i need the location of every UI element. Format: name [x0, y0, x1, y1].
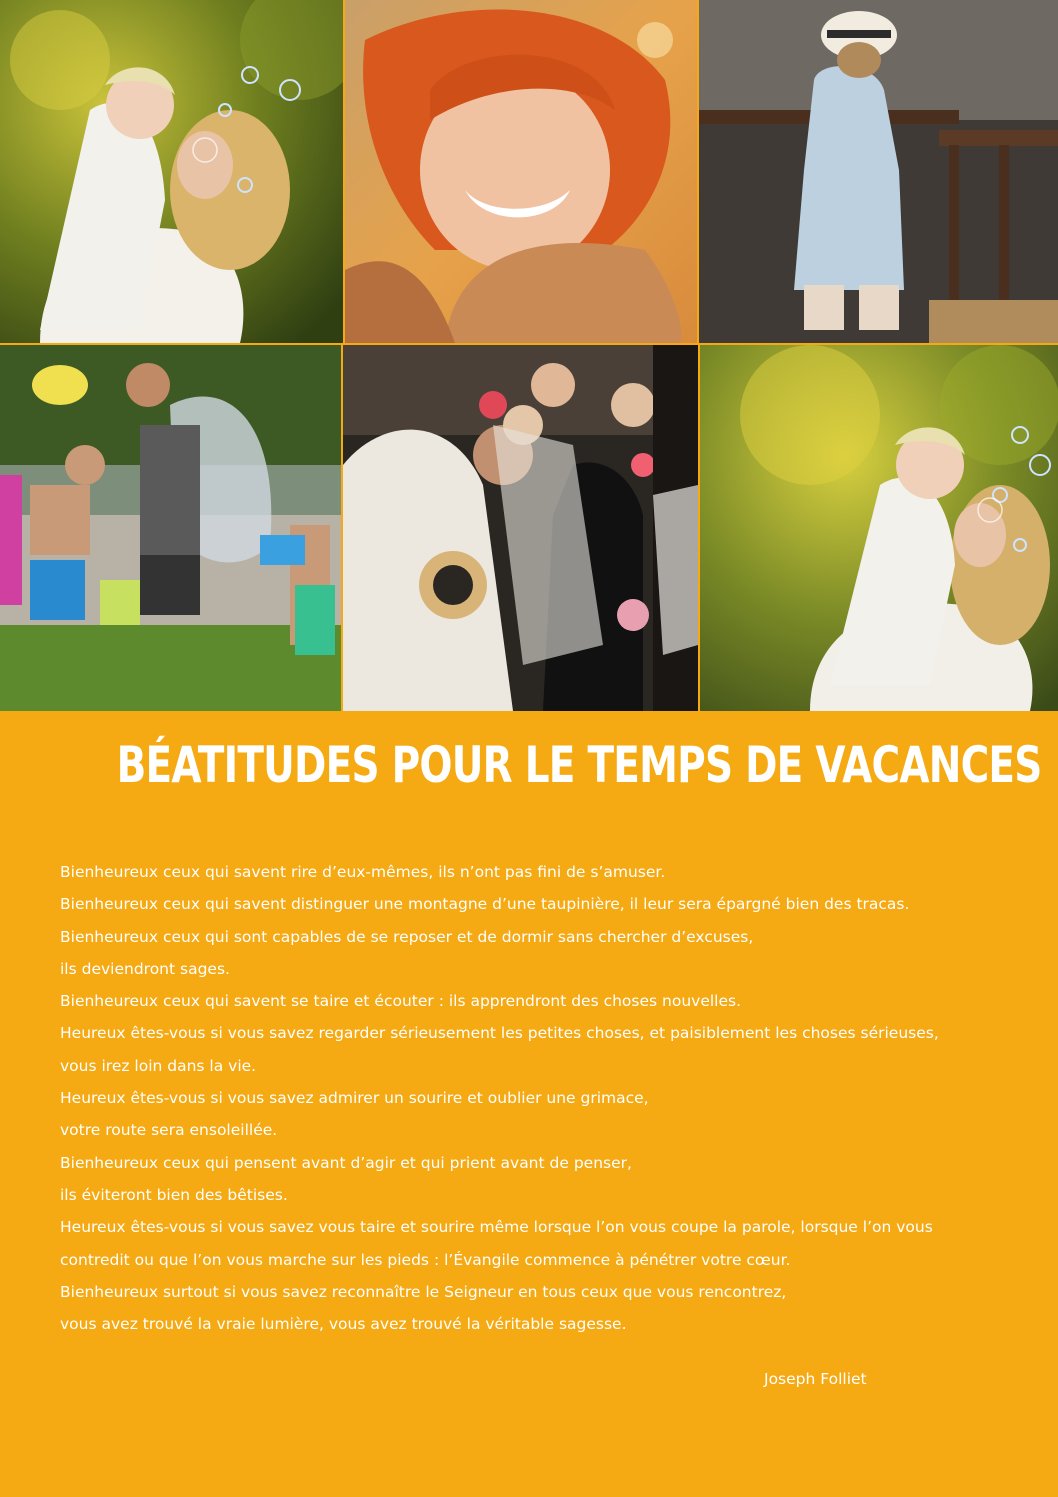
- poem-line: Bienheureux ceux qui sont capables de se reposer et de dormir sans chercher d’excuses,: [60, 927, 754, 946]
- poem-line: ils éviteront bien des bêtises.: [60, 1185, 288, 1204]
- mother-lifting-toddler-photo: [0, 0, 343, 343]
- smiling-red-haired-girl-photo: [345, 0, 697, 343]
- poem-line: vous irez loin dans la vie.: [60, 1056, 257, 1075]
- poem-line: Bienheureux ceux qui savent rire d’eux-mêmes, ils n’ont pas fini de s’amuser.: [60, 863, 666, 881]
- poem-line: vous avez trouvé la vraie lumière, vous avez trouvé la véritable sagesse.: [60, 1315, 627, 1334]
- poem-line: Bienheureux surtout si vous savez reconnaître le Seigneur en tous ceux que vous rencontrez,: [60, 1282, 787, 1301]
- photo-grid: [0, 0, 1058, 711]
- poem-line: Bienheureux ceux qui savent distinguer une montagne d’une taupinière, il leur sera épargné bien des tracas.: [60, 895, 910, 914]
- page-title: BÉATITUDES POUR LE TEMPS DE VACANCES: [116, 736, 1042, 794]
- priest-blessing-crowd-photo: [343, 345, 698, 711]
- poem-text: [60, 856, 990, 1340]
- poem-line: Bienheureux ceux qui savent se taire et écouter : ils apprendront des choses nouvelles.: [60, 992, 742, 1011]
- poem-line: ils deviendront sages.: [60, 959, 230, 978]
- children-water-play-photo: [0, 345, 341, 711]
- poem-line: Heureux êtes-vous si vous savez vous taire et sourire même lorsque l’on vous coupe la parole, lorsque l’on vous: [60, 1218, 933, 1237]
- poem-line: Heureux êtes-vous si vous savez admirer un sourire et oublier une grimace,: [60, 1089, 649, 1108]
- poem-line: Bienheureux ceux qui pensent avant d’agir et qui prient avant de penser,: [60, 1153, 632, 1172]
- poem-line: contredit ou que l’on vous marche sur les pieds : l’Évangile commence à pénétrer votre cœur.: [60, 1250, 791, 1269]
- poem-line: votre route sera ensoleillée.: [60, 1121, 278, 1140]
- author-signature: Joseph Folliet: [764, 1370, 867, 1388]
- girl-kneeling-in-church-photo: [699, 0, 1058, 343]
- poem-line: Heureux êtes-vous si vous savez regarder sérieusement les petites choses, et paisiblement les choses sérieuses,: [60, 1024, 939, 1043]
- mother-kissing-toddler-photo: [700, 345, 1058, 711]
